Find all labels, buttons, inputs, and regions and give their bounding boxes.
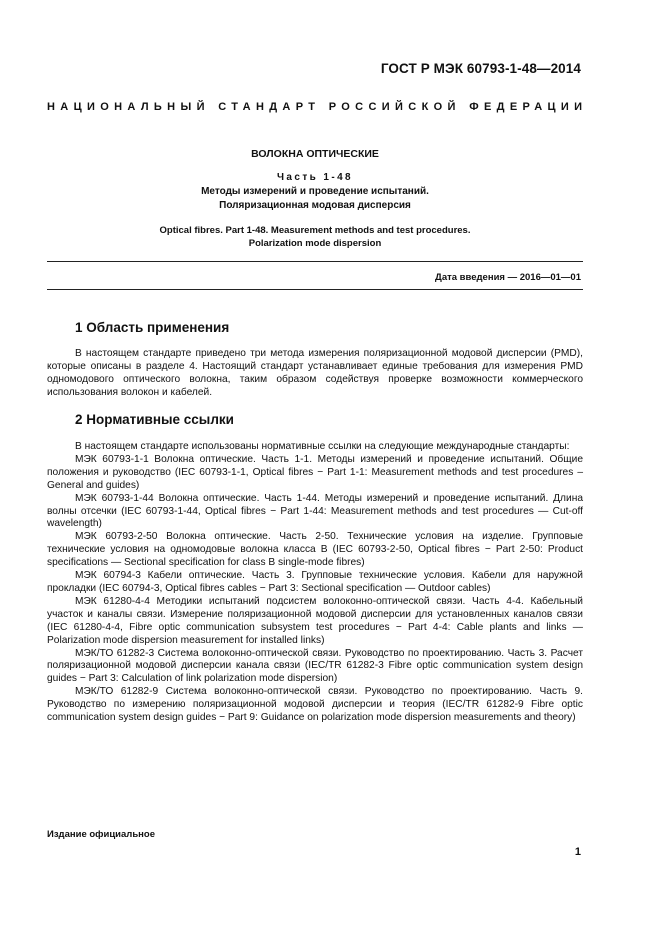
reference-item: МЭК 60794-3 Кабели оптические. Часть 3. Групповые технические условия. Кабели для наружной прокладки (IEC 60794-3, Optical fibres cables − Part 3: Sectional specification — Outdoor cables) [47,570,583,594]
official-edition-note: Издание официальное [47,829,155,840]
references-intro: В настоящем стандарте использованы нормативные ссылки на следующие международные стандарты: [75,441,570,452]
national-standard-heading: НАЦИОНАЛЬНЫЙ СТАНДАРТ РОССИЙСКОЙ ФЕДЕРАЦИИ [47,101,588,113]
reference-item: МЭК/ТО 61282-3 Система волоконно-оптической связи. Руководство по проектированию. Часть 3. Расчет поляризационной модовой дисперсии канала связи (IEC/TR 61282-3 Fibre optic communication system design guides − Part 3: Calculation of link polarization mode dispersion) [47,647,583,685]
standard-code: ГОСТ Р МЭК 60793-1-48—2014 [380,61,581,76]
document-title: ВОЛОКНА ОПТИЧЕСКИЕ [251,148,379,160]
reference-item: МЭК 60793-2-50 Волокна оптические. Часть 2-50. Технические условия на изделие. Групповые технические условия на одномодовые волокна класса B (IEC 60793-2-50, Optical fibres − Part 2-50: Product specifications — Sectional specification for class B single-mode fibres) [47,531,583,569]
subtitle-ru-line2: Поляризационная модовая дисперсия [219,200,411,211]
bottom-divider [47,289,583,290]
reference-item: МЭК 60793-1-1 Волокна оптические. Часть 1-1. Методы измерений и проведение испытаний. Общие положения и руководство (IEC 60793-1-1, Optical fibres − Part 1-1: Measurement methods and test procedures –General and guides) [47,453,583,491]
section-1-heading: 1 Область применения [75,320,230,335]
section-2-heading: 2 Нормативные ссылки [75,412,234,427]
reference-item: МЭК 61280-4-4 Методики испытаний подсистем волоконно-оптической связи. Часть 4-4. Кабельный участок и каналы связи. Измерение поляризационной модовой дисперсии для установленных каналов связи (IEC 61280-4-4, Fibre optic communication subsystem test procedures − Part 4-4: Cable plants and links — Polarization mode dispersion measurement for installed links) [47,595,583,646]
section-1-paragraph: В настоящем стандарте приведено три метода измерения поляризационной модовой дисперсии (PMD), которые описаны в разделе 4. Настоящий стандарт устанавливает единые требования для измерения PMD одномодового оптического волокна, таким образом содействуя проверке возможности коммерческого использования волокон и кабелей. [47,348,583,398]
reference-item: МЭК 60793-1-44 Волокна оптические. Часть 1-44. Методы измерений и проведение испытаний. Длина волны отсечки (IEC 60793-1-44, Optical fibres − Part 1-44: Measurement methods and test procedures — Cut-off wavelength) [47,492,583,530]
subtitle-en-line1: Optical fibres. Part 1-48. Measurement methods and test procedures. [159,225,471,236]
subtitle-en-line2: Polarization mode dispersion [248,238,382,249]
subtitle-ru-line1: Методы измерений и проведение испытаний. [201,186,429,197]
top-divider [47,261,583,262]
introduction-date: Дата введения — 2016—01—01 [435,272,581,283]
page-number: 1 [574,846,581,858]
reference-item: МЭК/ТО 61282-9 Система волоконно-оптической связи. Руководство по проектированию. Часть 9. Руководство по измерению поляризационной модовой дисперсии и теория (IEC/TR 61282-9 Fibre optic communication system design guides − Part 9: Guidance on polarization mode dispersion measurements and theory) [47,686,583,724]
document-part: Часть 1-48 [277,172,353,183]
section-2-body [47,441,583,725]
section-1-body [47,348,583,400]
